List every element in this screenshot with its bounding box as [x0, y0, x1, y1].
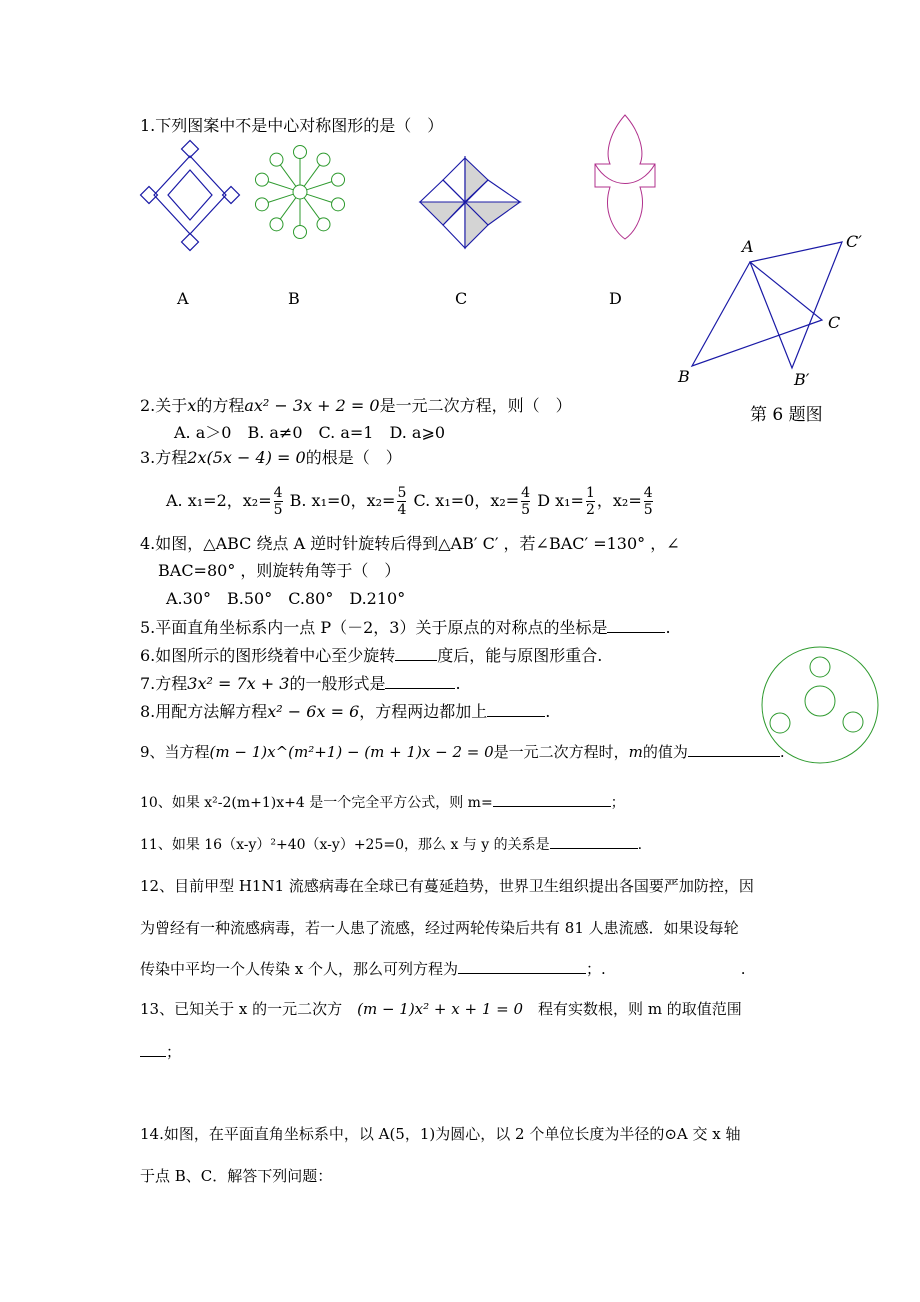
figure-a-diamond-pattern — [140, 140, 240, 255]
answer-blank[interactable] — [140, 1040, 166, 1057]
answer-blank[interactable] — [550, 832, 638, 849]
label-c-prime: C′ — [846, 232, 862, 251]
answer-blank[interactable] — [385, 672, 455, 689]
q4-line2: BAC=80° ，则旋转角等于（ ） — [158, 561, 401, 580]
q9-equation: (m − 1)x^(m²+1) − (m + 1)x − 2 = 0 — [209, 743, 494, 761]
q12-line3: 传染中平均一个人传染 x 个人，那么可列方程为 ；. . — [140, 957, 746, 980]
q14-line2: 于点 B、C．解答下列问题： — [140, 1167, 333, 1185]
q5-text: 5.平面直角坐标系内一点 P（－2，3）关于原点的对称点的坐标是 . — [140, 618, 671, 637]
q11-text: 11、如果 16（x-y）²+40（x-y）+25=0，那么 x 与 y 的关系是 . — [140, 832, 642, 856]
q13-equation: (m − 1)x² + x + 1 = 0 — [357, 1000, 524, 1018]
q13-text: 13、已知关于 x 的一元二次方 (m − 1)x² + x + 1 = 0 程有实数根，则 m 的取值范围 — [140, 1000, 742, 1018]
fraction: $\frac{4}{5}$ — [521, 485, 531, 518]
q4-line1: 4.如图，△ABC 绕点 A 逆时针旋转后得到△AB′ C′ ，若∠BAC′ =130° ，∠ — [140, 534, 680, 553]
figure-d-vase-shape — [590, 112, 660, 242]
option-c-label: C — [455, 289, 468, 308]
answer-blank[interactable] — [607, 616, 665, 633]
answer-blank[interactable] — [487, 700, 545, 717]
q14-line1: 14.如图，在平面直角坐标系中，以 A(5，1)为圆心，以 2 个单位长度为半径的⊙A 交 x 轴 — [140, 1125, 741, 1143]
label-b: B — [678, 367, 690, 386]
figure-c-pinwheel — [410, 150, 522, 250]
q7-text: 7.方程3x² = 7x + 3的一般形式是 . — [140, 674, 461, 693]
label-b-prime: B′ — [794, 370, 810, 389]
label-a: A — [742, 237, 754, 256]
answer-blank[interactable] — [493, 790, 611, 807]
answer-blank[interactable] — [458, 957, 586, 974]
label-c: C — [828, 313, 841, 332]
fraction: $\frac{5}{4}$ — [397, 485, 407, 518]
q13-line2: ； — [140, 1040, 181, 1063]
q6-text: 6.如图所示的图形绕着中心至少旋转 度后，能与原图形重合. — [140, 646, 603, 665]
fraction: $\frac{1}{2}$ — [585, 485, 595, 518]
q8-text: 8.用配方法解方程x² − 6x = 6，方程两边都加上 . — [140, 702, 551, 721]
fraction: $\frac{4}{5}$ — [643, 485, 653, 518]
q3-equation: 2x(5x − 4) = 0 — [187, 448, 306, 467]
q7-equation: 3x² = 7x + 3 — [187, 674, 290, 693]
q3-stem: 3.方程2x(5x − 4) = 0的根是（ ） — [140, 448, 402, 467]
q9-text: 9、当方程(m − 1)x^(m²+1) − (m + 1)x − 2 = 0是一元二次方程时，m的值为 . — [140, 740, 785, 763]
answer-blank[interactable] — [688, 740, 780, 757]
option-b-label: B — [288, 289, 300, 308]
q12-line1: 12、目前甲型 H1N1 流感病毒在全球已有蔓延趋势，世界卫生组织提出各国要严加防控，因 — [140, 877, 754, 895]
figure-caption: 第 6 题图 — [750, 405, 823, 425]
answer-blank[interactable] — [395, 644, 437, 661]
q4-choices: A.30° B.50° C.80° D.210° — [166, 589, 406, 608]
q2-choices: A. a＞0 B. a≠0 C. a=1 D. a⩾0 — [174, 423, 446, 442]
fraction: $\frac{4}{5}$ — [273, 485, 283, 518]
option-d-label: D — [609, 289, 622, 308]
figure-b-flower-pattern — [252, 140, 348, 245]
q8-equation: x² − 6x = 6 — [267, 702, 360, 721]
q2-equation: ax² − 3x + 2 = 0 — [244, 396, 380, 415]
q12-line2: 为曾经有一种流感病毒，若一人患了流感，经过两轮传染后共有 81 人患流感．如果设每轮 — [140, 919, 739, 937]
q2-stem: 2.关于x的方程ax² − 3x + 2 = 0是一元二次方程，则（ ） — [140, 396, 572, 415]
q10-text: 10、如果 x²-2(m+1)x+4 是一个完全平方公式，则 m= ； — [140, 790, 625, 814]
triangle-rotation-figure — [680, 230, 860, 390]
option-a-label: A — [177, 289, 189, 308]
q1-text: 1.下列图案中不是中心对称图形的是（ ） — [140, 116, 444, 135]
q3-choices: A. x₁=2，x₂= $\frac{4}{5}$ B. x₁=0，x₂= $\frac{5}{4}$ C. x₁=0，x₂= $\frac{4}{5}$ D x₁= $\frac{1}{2}$ ，x₂= $\frac{4}{5}$ — [166, 485, 653, 518]
